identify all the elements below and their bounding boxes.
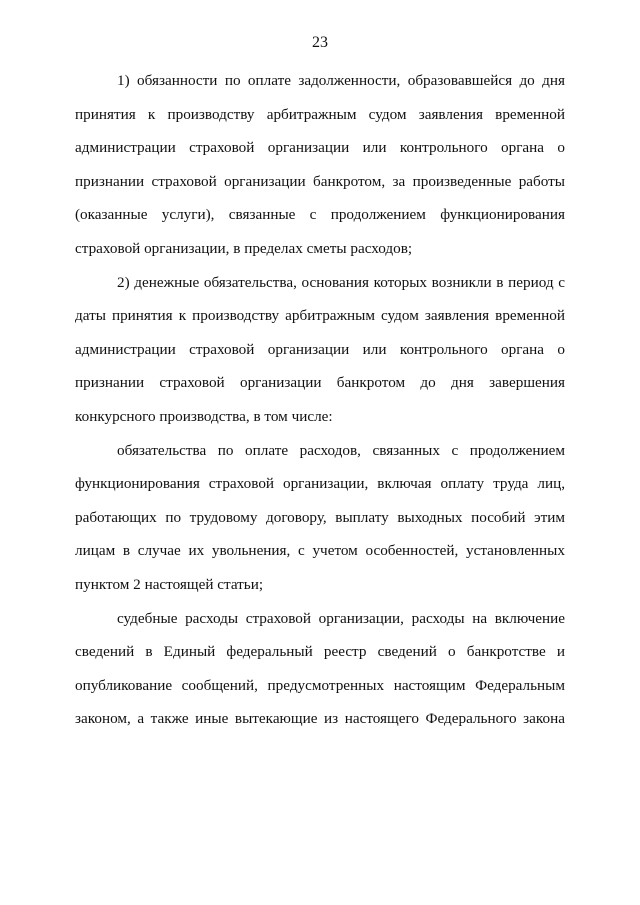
text-line: (оказанные услуги), связанные с продолжением функционирования bbox=[75, 206, 565, 224]
text-line: администрации страховой организации или контрольного органа о bbox=[75, 340, 565, 358]
text-line: страховой организации, в пределах сметы расходов; bbox=[75, 239, 413, 257]
text-line: даты принятия к производству арбитражным судом заявления временной bbox=[75, 307, 565, 325]
text-line: законом, а также иные вытекающие из настоящего Федерального закона bbox=[75, 710, 565, 728]
paragraph-obligations-debt bbox=[75, 64, 565, 266]
text-line: опубликование сообщений, предусмотренных настоящим Федеральным bbox=[75, 676, 565, 694]
text-line: обязательства по оплате расходов, связанных с продолжением bbox=[117, 441, 565, 459]
paragraph-expense-obligations bbox=[75, 434, 565, 602]
page-number: 23 bbox=[312, 34, 328, 51]
text-line: признании страховой организации банкротом, за произведенные работы bbox=[75, 172, 565, 190]
text-line: лицам в случае их увольнения, с учетом особенностей, установленных bbox=[75, 542, 565, 560]
text-line: администрации страховой организации или контрольного органа о bbox=[75, 139, 565, 157]
document-body bbox=[75, 64, 565, 736]
text-line: 1) обязанности по оплате задолженности, образовавшейся до дня bbox=[117, 72, 565, 89]
text-line: сведений в Единый федеральный реестр сведений о банкротстве и bbox=[75, 643, 565, 661]
paragraph-court-expenses bbox=[75, 602, 565, 736]
text-line: работающих по трудовому договору, выплату выходных пособий этим bbox=[75, 508, 565, 526]
text-line: пунктом 2 настоящей статьи; bbox=[75, 575, 264, 593]
text-line: принятия к производству арбитражным судом заявления временной bbox=[75, 105, 565, 123]
paragraph-monetary-obligations bbox=[75, 266, 565, 434]
text-line: 2) денежные обязательства, основания которых возникли в период с bbox=[117, 273, 565, 291]
text-line: судебные расходы страховой организации, расходы на включение bbox=[117, 609, 565, 627]
text-line: функционирования страховой организации, включая оплату труда лиц, bbox=[75, 475, 565, 493]
text-line: признании страховой организации банкротом до дня завершения bbox=[75, 374, 565, 392]
text-line: конкурсного производства, в том числе: bbox=[75, 407, 333, 425]
